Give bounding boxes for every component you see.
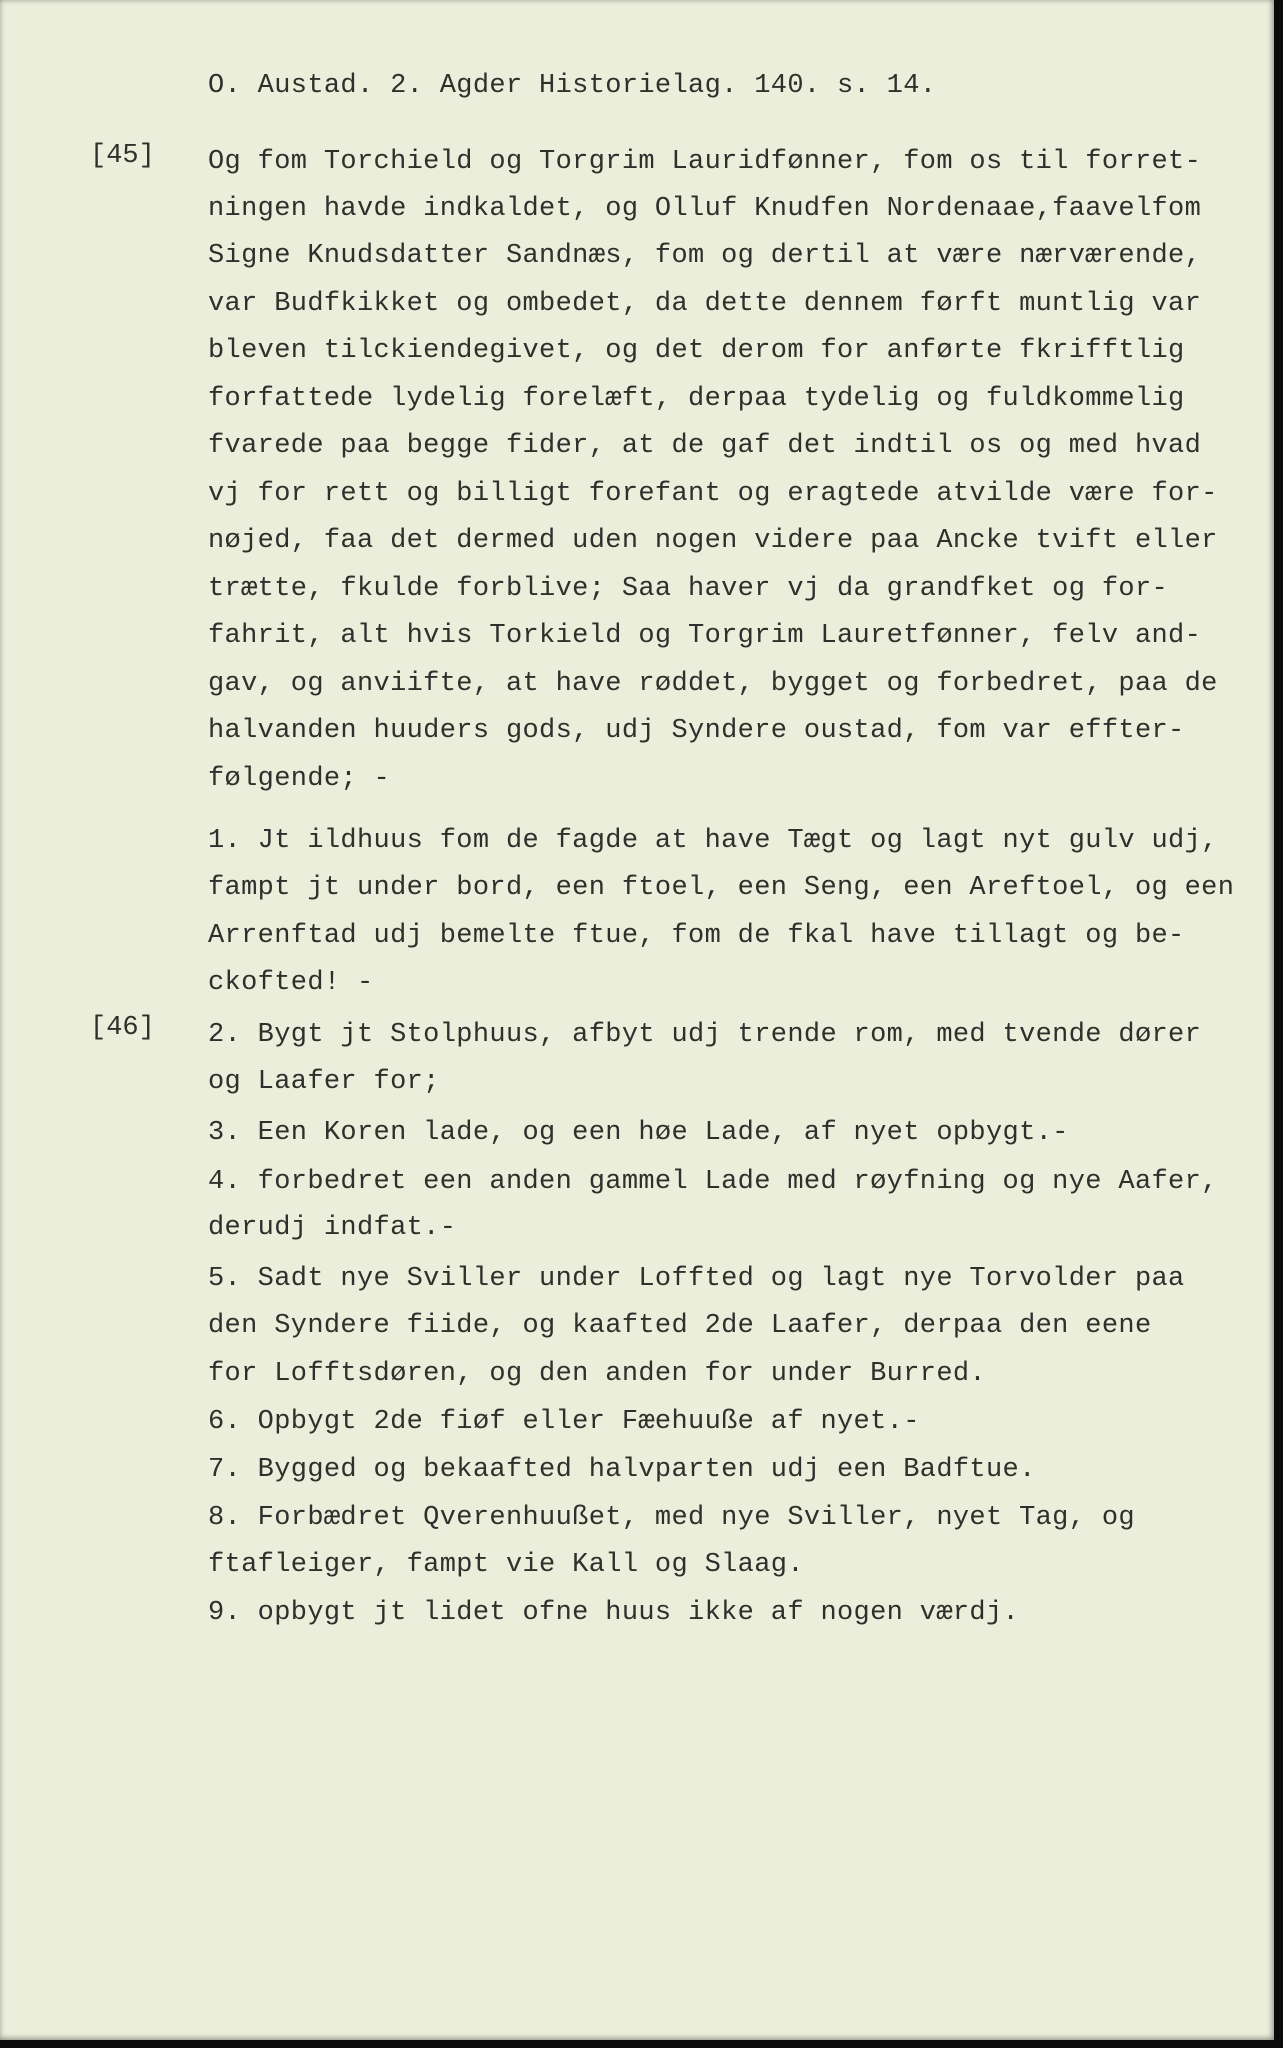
list-item: 1. Jt ildhuus fom de fagde at have Tægt og lagt nyt gulv udj, — [208, 826, 1218, 856]
text-line: bleven tilckiendegivet, og det derom for anførte fkrifftlig — [208, 336, 1185, 366]
text-line: Arrenftad udj bemelte ftue, fom de fkal have tillagt og be- — [208, 921, 1185, 951]
list-item: 4. forbedret een anden gammel Lade med røyfning og nye Aafer, — [208, 1167, 1218, 1197]
text-line: forfattede lydelig forelæft, derpaa tydelig og fuldkommelig — [208, 384, 1185, 414]
text-line: gav, og anviifte, at have røddet, bygget og forbedret, paa de — [208, 669, 1218, 699]
text-line: fahrit, alt hvis Torkield og Torgrim Lauretfønner, felv and- — [208, 621, 1202, 651]
text-line: ckofted! - — [208, 968, 374, 998]
text-line: halvanden huuders gods, udj Syndere oustad, fom var effter- — [208, 716, 1185, 746]
list-item: 7. Bygged og bekaafted halvparten udj een Badftue. — [208, 1455, 1036, 1485]
text-line: fvarede paa begge fider, at de gaf det indtil os og med hvad — [208, 431, 1202, 461]
page-header: O. Austad. 2. Agder Historielag. 140. s. 14. — [208, 71, 937, 101]
text-line: var Budfkikket og ombedet, da dette dennem førft muntlig var — [208, 289, 1202, 319]
text-line: derudj indfat.- — [208, 1213, 457, 1243]
text-line: Og fom Torchield og Torgrim Lauridfønner, fom os til forret- — [208, 147, 1202, 177]
text-line: for Lofftsdøren, og den anden for under Burred. — [208, 1359, 986, 1389]
text-line: ftafleiger, fampt vie Kall og Slaag. — [208, 1550, 804, 1580]
text-line: den Syndere fiide, og kaafted 2de Laafer, derpaa den eene — [208, 1311, 1152, 1341]
text-line: nøjed, faa det dermed uden nogen videre paa Ancke tvift eller — [208, 526, 1218, 556]
margin-note-46: [46] — [90, 1013, 155, 1043]
list-item: 5. Sadt nye Sviller under Loffted og lagt nye Torvolder paa — [208, 1264, 1185, 1294]
text-line: Signe Knudsdatter Sandnæs, fom og dertil at være nærværende, — [208, 241, 1202, 271]
list-item: 3. Een Koren lade, og een høe Lade, af nyet opbygt.- — [208, 1118, 1069, 1148]
text-line: trætte, fkulde forblive; Saa haver vj da grandfket og for- — [208, 574, 1169, 604]
text-line: og Laafer for; — [208, 1067, 440, 1097]
list-item: 9. opbygt jt lidet ofne huus ikke af nogen værdj. — [208, 1598, 1020, 1628]
list-item: 2. Bygt jt Stolphuus, afbyt udj trende rom, med tvende dører — [208, 1020, 1202, 1050]
margin-note-45: [45] — [90, 141, 155, 171]
list-item: 8. Forbædret Qverenhuußet, med nye Sviller, nyet Tag, og — [208, 1503, 1135, 1533]
text-line: følgende; - — [208, 764, 391, 794]
text-line: fampt jt under bord, een ftoel, een Seng, een Areftoel, og een — [208, 873, 1235, 903]
text-line: ningen havde indkaldet, og Olluf Knudfen Nordenaae,faavelfom — [208, 194, 1202, 224]
list-item: 6. Opbygt 2de fiøf eller Fæehuuße af nyet.- — [208, 1407, 920, 1437]
text-line: vj for rett og billigt forefant og eragtede atvilde være for- — [208, 479, 1218, 509]
